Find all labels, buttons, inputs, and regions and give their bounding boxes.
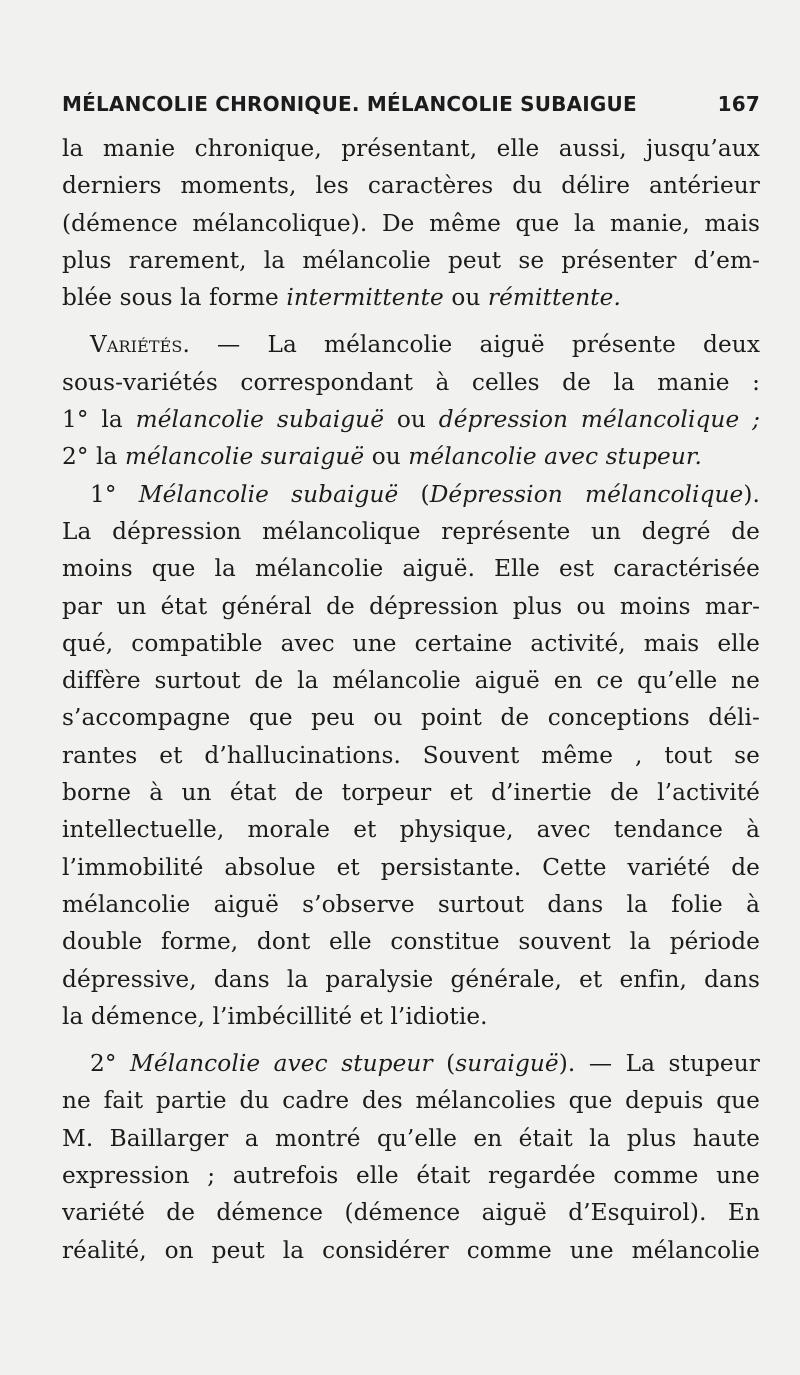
text-line: s’accompagne que peu ou point de conceptions déli- — [62, 704, 760, 732]
subsection-title: Mélancolie avec stupeur — [130, 1050, 433, 1078]
text-run: blée sous la forme — [62, 284, 287, 312]
italic-term-intermittente: intermittente — [286, 284, 444, 312]
text-line: plus rarement, la mélancolie peut se présenter d’em- — [62, 246, 760, 274]
text-line: (démence mélancolique). De même que la manie, mais — [62, 209, 760, 237]
text-line: M. Baillarger a montré qu’elle en était la plus haute — [62, 1124, 760, 1152]
text-line: double forme, dont elle constitue souvent la période — [62, 928, 760, 956]
text-line: expression ; autrefois elle était regardée comme une — [62, 1162, 760, 1190]
text-line: ne fait partie du cadre des mélancolies que depuis que — [62, 1087, 760, 1115]
text-line: rantes et d’hallucinations. Souvent même , tout se — [62, 741, 760, 769]
text-line: La dépression mélancolique représente un degré de — [62, 517, 760, 545]
running-head — [62, 92, 760, 122]
text-line: variété de démence (démence aiguë d’Esquirol). En — [62, 1199, 760, 1227]
text-line — [62, 326, 760, 363]
text-run: 2° la — [62, 443, 125, 471]
text-line — [62, 279, 760, 316]
text-line: intellectuelle, morale et physique, avec tendance à — [62, 816, 760, 844]
italic-term: mélancolie suraiguë — [124, 443, 365, 471]
text-line: qué, compatible avec une certaine activité, mais elle — [62, 629, 760, 657]
text-line: par un état général de dépression plus ou moins mar- — [62, 592, 760, 620]
text-run: — La mélancolie aiguë présente deux — [189, 331, 760, 359]
subsection-subtitle: suraiguë — [455, 1050, 559, 1078]
text-line: la démence, l’imbécillité et l’idiotie. — [62, 1002, 488, 1030]
running-head-title: MÉLANCOLIE CHRONIQUE. MÉLANCOLIE SUBAIGUE — [62, 92, 637, 116]
text-run: 2° — [90, 1050, 131, 1078]
text-run: 1° la — [62, 406, 136, 434]
text-line — [62, 438, 760, 475]
paragraph-2 — [62, 326, 760, 475]
subsection-title: Mélancolie subaiguë — [138, 480, 399, 508]
paragraph-3 — [62, 476, 760, 1035]
text-run: ou — [364, 443, 409, 471]
text-line: sous-variétés correspondant à celles de la manie : — [62, 368, 760, 396]
text-line: moins que la mélancolie aiguë. Elle est caractérisée — [62, 555, 760, 583]
subsection-subtitle: Dépression mélancolique — [429, 480, 744, 508]
italic-term: mélancolie avec stupeur. — [408, 443, 703, 471]
text-run: ). — La stupeur — [558, 1050, 760, 1078]
text-line: l’immobilité absolue et persistante. Cette variété de — [62, 853, 760, 881]
body-text — [62, 130, 760, 1269]
italic-term: mélancolie subaiguë — [135, 406, 385, 434]
text-run: ). — [743, 480, 760, 508]
text-run: 1° — [90, 480, 139, 508]
paragraph-1 — [62, 130, 760, 316]
text-line: réalité, on peut la considérer comme une mélancolie — [62, 1236, 760, 1264]
text-line: derniers moments, les caractères du délire antérieur — [62, 172, 760, 200]
text-line — [62, 401, 760, 438]
text-line: dépressive, dans la paralysie générale, et enfin, dans — [62, 965, 760, 993]
text-run: ( — [432, 1050, 456, 1078]
text-line — [62, 476, 760, 513]
page-number: 167 — [717, 92, 760, 116]
text-run: ( — [398, 480, 430, 508]
text-run: ou — [384, 406, 439, 434]
text-run: ou — [443, 284, 488, 312]
text-line: diffère surtout de la mélancolie aiguë en ce qu’elle ne — [62, 667, 760, 695]
section-heading-varietes: Variétés. — [90, 331, 190, 359]
italic-term-remittente: rémittente. — [487, 284, 621, 312]
text-line: borne à un état de torpeur et d’inertie de l’activité — [62, 779, 760, 807]
italic-term: dépression mélancolique ; — [438, 406, 760, 434]
paragraph-4 — [62, 1045, 760, 1269]
text-line: la manie chronique, présentant, elle aussi, jusqu’aux — [62, 135, 760, 162]
text-line: mélancolie aiguë s’observe surtout dans la folie à — [62, 890, 760, 918]
text-line — [62, 1045, 760, 1082]
